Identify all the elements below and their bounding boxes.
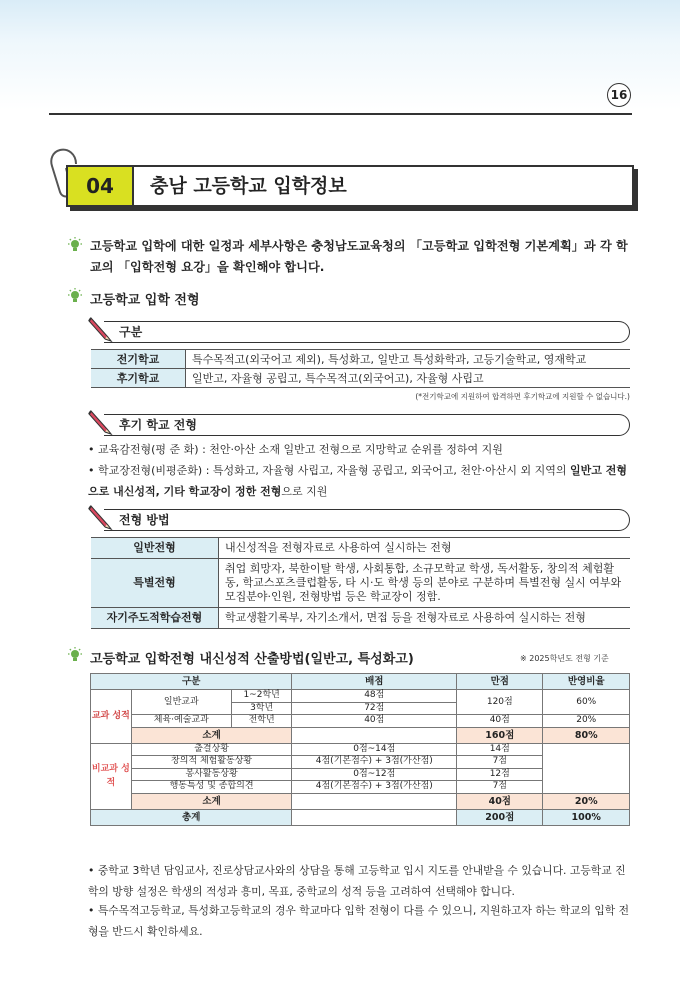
subtotal-max: 40점 — [457, 793, 543, 809]
subtotal-label: 소계 — [131, 727, 292, 743]
table-row — [91, 743, 630, 756]
col-header: 구분 — [91, 674, 292, 690]
cell-item: 행동특성 및 종합의견 — [131, 781, 292, 794]
col-header: 배점 — [292, 674, 457, 690]
selection-name: 교육감전형(평 준 화) — [98, 443, 199, 456]
cell-ratio: 20% — [543, 715, 630, 728]
total-max: 200점 — [457, 809, 543, 825]
method-name: 자기주도적학습전형 — [91, 608, 219, 629]
cell-score: 0점~12점 — [292, 768, 457, 781]
section-number: 04 — [68, 167, 134, 205]
selection-item: • 교육감전형(평 준 화) : 천안·아산 소재 일반고 전형으로 지망학교 순위를 정하여 지원 — [88, 443, 503, 456]
pencil-icon — [87, 502, 115, 532]
col-header: 만점 — [457, 674, 543, 690]
total-label: 총계 — [91, 809, 292, 825]
table-row — [91, 369, 630, 388]
table-row — [91, 559, 630, 608]
pencil-icon — [87, 314, 115, 344]
table-row — [91, 715, 630, 728]
admission-heading: 고등학교 입학 전형 — [90, 293, 200, 308]
intro-text: 고등학교 입학에 대한 일정과 세부사항은 충청남도교육청의 「고등학교 입학전형 기본계획」과 각 학교의 「입학전형 요강」을 확인해야 합니다. — [90, 239, 628, 274]
cell-grade: 1~2학년 — [231, 690, 292, 703]
table-row — [91, 727, 630, 743]
cell-max: 40점 — [457, 715, 543, 728]
table-row — [91, 690, 630, 703]
selection-name: 학교장전형(비평준화) — [98, 464, 203, 477]
cell-ratio: 60% — [543, 690, 630, 715]
selection-bold: 일반고 전형으로 내신성적, 기타 학교장이 정한 전형 — [88, 464, 627, 498]
group-curricular: 교과 성적 — [91, 690, 132, 744]
bullet-item: • 특수목적고등학교, 특성화고등학교의 경우 학교마다 입학 전형이 다를 수 있으니, 지원하고자 하는 학교의 입학 전형을 반드시 확인하세요. — [88, 904, 630, 938]
total-ratio: 100% — [543, 809, 630, 825]
cell-score: 0점~14점 — [292, 743, 457, 756]
table-row — [91, 793, 630, 809]
table-row — [91, 538, 630, 559]
category-note: (*전기학교에 지원하여 합격하면 후기학교에 지원할 수 없습니다.) — [415, 392, 630, 401]
cell-max: 14점 — [457, 743, 543, 756]
category-desc: 특수목적고(외국어고 제외), 특성화고, 일반고 특성화학과, 고등기술학교, 영재학교 — [186, 350, 631, 369]
cell-max: 7점 — [457, 756, 543, 769]
method-table — [91, 537, 630, 629]
cell-max: 12점 — [457, 768, 543, 781]
method-name: 일반전형 — [91, 538, 219, 559]
lightbulb-icon — [67, 237, 83, 255]
method-label-bar — [104, 509, 630, 531]
category-table — [91, 349, 630, 388]
cell-max: 7점 — [457, 781, 543, 794]
category-name: 후기학교 — [91, 369, 186, 388]
table-row — [91, 350, 630, 369]
subtotal-ratio: 80% — [543, 727, 630, 743]
cell-general: 일반교과 — [131, 690, 231, 715]
lightbulb-icon — [67, 647, 83, 665]
cell-grade: 전학년 — [231, 715, 292, 728]
table-row — [91, 674, 630, 690]
cell-score: 4점(기본점수) + 3점(가산점) — [292, 756, 457, 769]
bullet-text: 특수목적고등학교, 특성화고등학교의 경우 학교마다 입학 전형이 다를 수 있으니, 지원하고자 하는 학교의 입학 전형을 반드시 확인하세요. — [88, 904, 630, 938]
category-label: 구분 — [119, 325, 143, 339]
section-title: 충남 고등학교 입학정보 — [150, 175, 347, 197]
cell-item: 출결상황 — [131, 743, 292, 756]
total-empty — [292, 809, 457, 825]
method-desc: 취업 희망자, 북한이탈 학생, 사회통합, 소규모학교 학생, 독서활동, 창의적 체험활동, 학교스포츠클럽활동, 타 시·도 학생 등의 분야로 구분하며 특별전형 실시 여부와 모집분야·인원, 전형방법 등은 학교장이 정함. — [219, 559, 631, 608]
grades-heading: 고등학교 입학전형 내신성적 산출방법(일반고, 특성화고) — [90, 652, 414, 667]
lightbulb-icon — [67, 288, 83, 306]
bullet-item: • 중학교 3학년 담임교사, 진로상담교사와의 상담을 통해 고등학교 입시 지도를 안내받을 수 있습니다. 고등학교 진학의 방향 설정은 학생의 적성과 흥미, 목표, 중학교의 성적 등을 고려하여 선택해야 합니다. — [88, 864, 626, 898]
cell-score: 40점 — [292, 715, 457, 728]
cell-ratio-empty — [543, 743, 630, 793]
cell-score: 4점(기본점수) + 3점(가산점) — [292, 781, 457, 794]
method-label: 전형 방법 — [119, 513, 170, 527]
page-number: 16 — [607, 83, 631, 107]
late-selection-label: 후기 학교 전형 — [119, 418, 197, 432]
grades-note: ※ 2025학년도 전형 기준 — [520, 654, 609, 663]
cell-score: 48점 — [292, 690, 457, 703]
selection-text: 특성화고, 자율형 사립고, 자율형 공립고, 외국어고, 천안·아산시 외 지역의 — [212, 464, 571, 477]
group-noncurricular: 비교과 성적 — [91, 743, 132, 809]
method-desc: 내신성적을 전형자료로 사용하여 실시하는 전형 — [219, 538, 631, 559]
col-header: 반영비율 — [543, 674, 630, 690]
cell-item: 봉사활동상황 — [131, 768, 292, 781]
grades-table — [90, 673, 630, 826]
method-name: 특별전형 — [91, 559, 219, 608]
pencil-icon — [87, 407, 115, 437]
selection-item: • 학교장전형(비평준화) : 특성화고, 자율형 사립고, 자율형 공립고, 외국어고, 천안·아산시 외 지역의 일반고 전형으로 내신성적, 기타 학교장이 정한 전형으로 지원 — [88, 464, 627, 498]
category-desc: 일반고, 자율형 공립고, 특수목적고(외국어고), 자율형 사립고 — [186, 369, 631, 388]
cell-max: 120점 — [457, 690, 543, 715]
cell-item: 창의적 체험활동상황 — [131, 756, 292, 769]
cell-score: 72점 — [292, 702, 457, 715]
table-row — [91, 809, 630, 825]
bullet-text: 중학교 3학년 담임교사, 진로상담교사와의 상담을 통해 고등학교 입시 지도를 안내받을 수 있습니다. 고등학교 진학의 방향 설정은 학생의 적성과 흥미, 목표, 중학교의 성적 등을 고려하여 선택해야 합니다. — [88, 864, 626, 898]
subtotal-label: 소계 — [131, 793, 292, 809]
subtotal-empty — [292, 727, 457, 743]
selection-text: 천안·아산 소재 일반고 전형으로 지망학교 순위를 정하여 지원 — [209, 443, 503, 456]
category-label-bar — [104, 321, 630, 343]
selection-tail: 으로 지원 — [281, 485, 328, 498]
subtotal-ratio: 20% — [543, 793, 630, 809]
cell-pe-arts: 체육·예술교과 — [131, 715, 231, 728]
top-divider — [49, 113, 632, 115]
cell-grade: 3학년 — [231, 702, 292, 715]
subtotal-max: 160점 — [457, 727, 543, 743]
method-desc: 학교생활기록부, 자기소개서, 면접 등을 전형자료로 사용하여 실시하는 전형 — [219, 608, 631, 629]
subtotal-empty — [292, 793, 457, 809]
category-name: 전기학교 — [91, 350, 186, 369]
table-row — [91, 608, 630, 629]
